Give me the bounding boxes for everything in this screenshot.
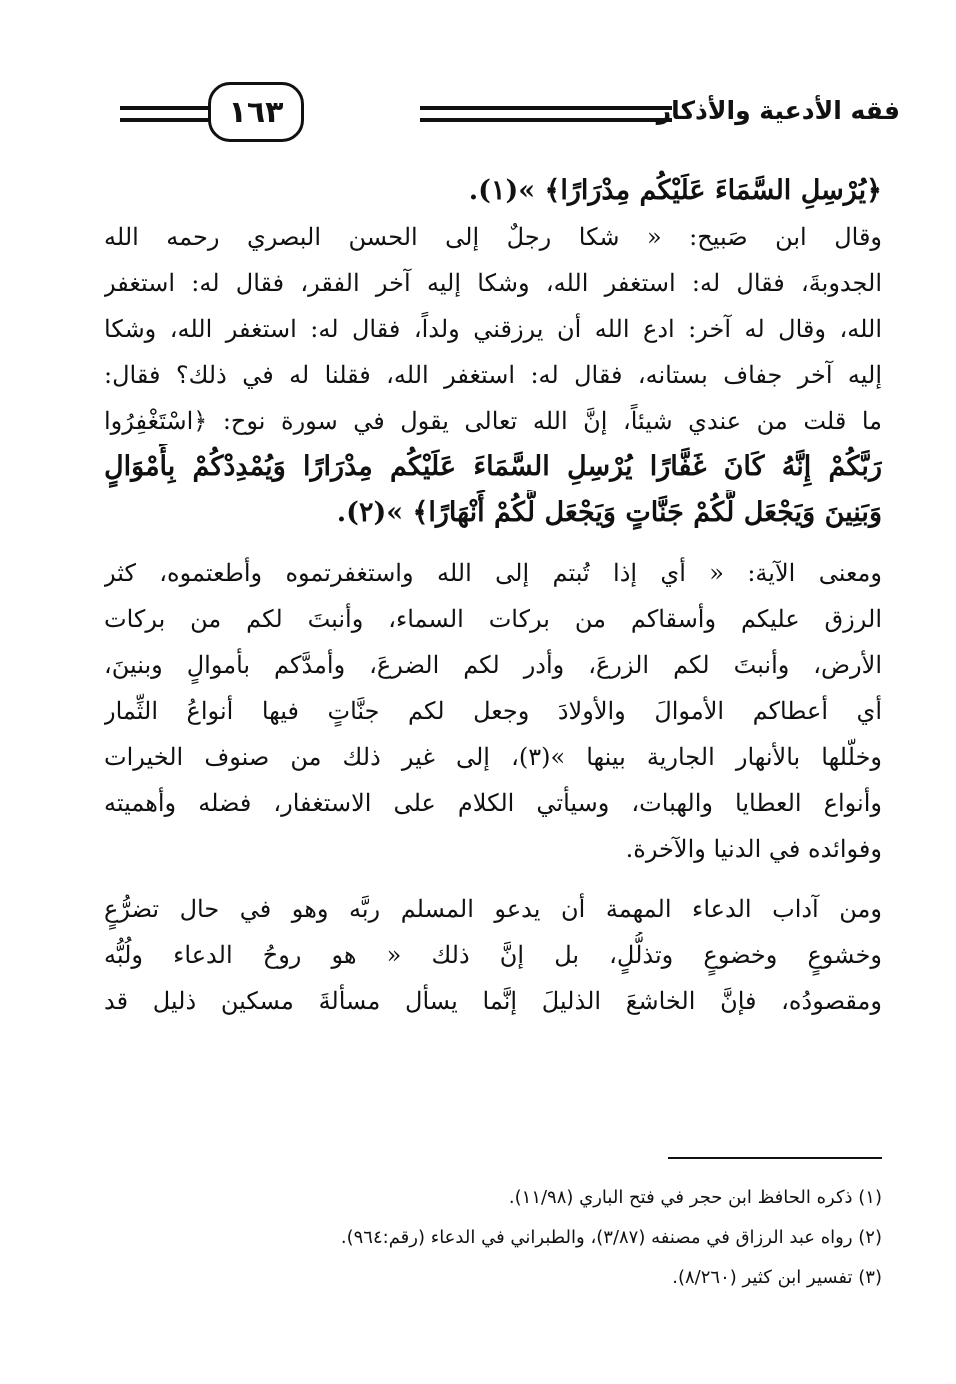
footnote-separator	[668, 1157, 882, 1159]
text-line: وأنواع العطايا والهبات، وسيأتي الكلام على الاستغفار، فضله وأهميته	[104, 789, 882, 817]
page-header	[120, 82, 900, 146]
main-text	[104, 168, 882, 1024]
footnotes	[104, 1178, 882, 1298]
text-line-quran-verse: رَبَّكُمْ إِنَّهُ كَانَ غَفَّارًا يُرْسِلِ السَّمَاءَ عَلَيْكُم مِدْرَارًا وَيُمْدِدْكُمْ بِأَمْوَالٍ	[104, 451, 882, 482]
footnote-2: (٢) رواه عبد الرزاق في مصنفه (٣/٨٧)، والطبراني في الدعاء (رقم:٩٦٤).	[340, 1227, 882, 1248]
text-line: ومقصودُه، فإنَّ الخاشعَ الذليلَ إنَّما يسأل مسألةَ مسكين ذليل قد	[104, 987, 882, 1015]
text-line: الأرض، وأنبتَ لكم الزرعَ، وأدر لكم الضرعَ، وأمدَّكم بأموالٍ وبنينَ،	[104, 651, 882, 679]
page-number: ١٦٣	[228, 94, 284, 130]
text-line: وخشوعٍ وخضوعٍ وتذلُّلٍ، بل إنَّ ذلك « هو روحُ الدعاء ولُبُّه	[104, 941, 882, 969]
footnote-1: (١) ذكره الحافظ ابن حجر في فتح الباري (١١/٩٨).	[508, 1187, 882, 1208]
text-line: وقال ابن صَبيح: « شكا رجلٌ إلى الحسن البصري رحمه الله	[104, 223, 882, 251]
page-number-frame	[208, 82, 304, 142]
text-line-quran-verse-end: ﴿يُرْسِلِ السَّمَاءَ عَلَيْكُم مِدْرَارًا﴾ »(١).	[468, 175, 882, 206]
footnote-3: (٣) تفسير ابن كثير (٨/٢٦٠).	[672, 1267, 882, 1288]
text-line: ومن آداب الدعاء المهمة أن يدعو المسلم ربَّه وهو في حال تضرُّعٍ	[104, 895, 882, 923]
text-line: الله، وقال له آخر: ادع الله أن يرزقني ولداً، فقال له: استغفر الله، وشكا	[104, 315, 882, 343]
paragraph-gap	[104, 536, 882, 550]
text-line: وخلّلها بالأنهار الجارية بينها »(٣)، إلى غير ذلك من صنوف الخيرات	[104, 743, 882, 771]
text-line: ما قلت من عندي شيئاً، إنَّ الله تعالى يقول في سورة نوح: ﴿اسْتَغْفِرُوا	[104, 407, 882, 435]
text-line: ومعنى الآية: « أي إذا تُبتم إلى الله واستغفرتموه وأطعتموه، كثر	[104, 559, 882, 587]
text-line: أي أعطاكم الأموالَ والأولادَ وجعل لكم جنَّاتٍ فيها أنواعُ الثِّمار	[104, 697, 882, 725]
text-line: وفوائده في الدنيا والآخرة.	[625, 835, 882, 863]
text-line: الرزق عليكم وأسقاكم من بركات السماء، وأنبتَ لكم من بركات	[104, 605, 882, 633]
header-rule-right	[420, 106, 672, 122]
text-line: الجدوبةَ، فقال له: استغفر الله، وشكا إليه آخر الفقر، فقال له: استغفر	[104, 269, 882, 297]
text-line-quran-verse: وَبَنِينَ وَيَجْعَل لَّكُمْ جَنَّاتٍ وَيَجْعَل لَّكُمْ أَنْهَارًا﴾ »(٢).	[336, 497, 882, 528]
paragraph-gap	[104, 872, 882, 886]
header-rule-left	[120, 106, 210, 122]
running-title: فقه الأدعية والأذكار	[656, 96, 900, 125]
text-line: إليه آخر جفاف بستانه، فقال له: استغفر الله، فقلنا له في ذلك؟ فقال:	[104, 361, 882, 389]
